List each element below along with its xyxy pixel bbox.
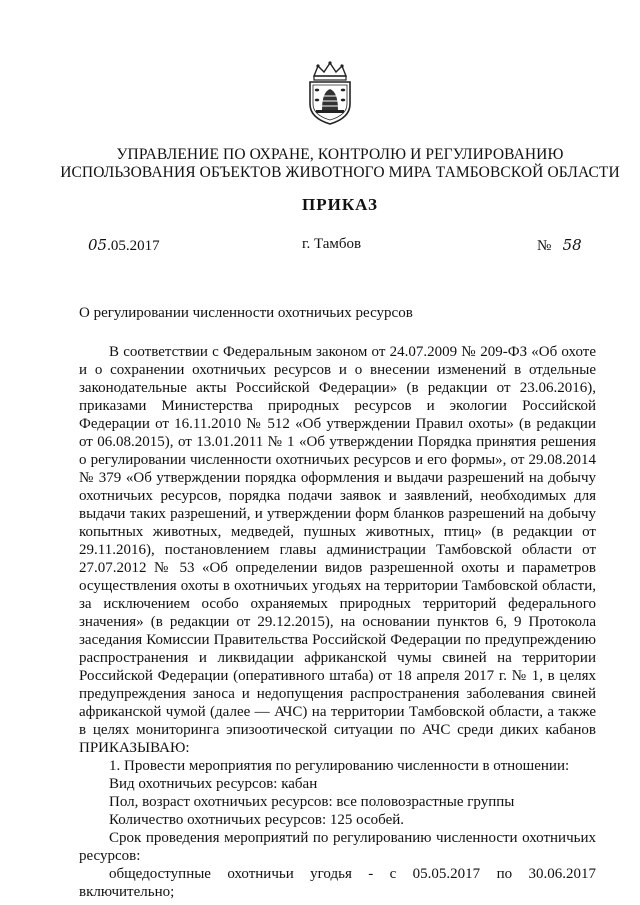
coat-of-arms-emblem [300,60,360,126]
organization-name-line-1: УПРАВЛЕНИЕ ПО ОХРАНЕ, КОНТРОЛЮ И РЕГУЛИРОВАНИЮ [116,146,564,163]
species-line: Вид охотничьих ресурсов: кабан [109,776,318,792]
sex-age-line: Пол, возраст охотничьих ресурсов: все половозрастные группы [109,794,515,810]
order-number [537,236,582,255]
preamble-paragraph: В соответствии с Федеральным законом от 24.07.2009 № 209-ФЗ «Об охоте и о сохранении охотничьих ресурсов и о внесении изменений в отдельные законодательные акты Российской Федерации» (в редакции от 23.06.2016), приказами Министерства природных ресурсов и экологии Российской Федерации от 16.11.2010 № 512 «Об утверждении Правил охоты» (в редакции от 06.08.2015), от 13.01.2011 № 1 «Об утверждении Порядка принятия решения о регулировании численности охотничьих ресурсов и его формы», от 29.08.2014 № 379 «Об утверждении порядка оформления и выдачи разрешений на добычу охотничьих ресурсов, порядка подачи заявок и заявлений, необходимых для выдачи таких разрешений, и утверждении форм бланков разрешений на добычу копытных животных, медведей, пушных животных, птиц» (в редакции от 29.11.2016), постановлением главы администрации Тамбовской области от 27.07.2012 № 53 «Об определении видов разрешенной охоты и параметров осуществления охоты в охотничьих угодьях на территории Тамбовской области, за исключением особо охраняемых природных территорий федерального значения» (в редакции от 29.12.2015), на основании пунктов 6, 9 Протокола заседания Комиссии Правительства Российской Федерации по предупреждению распространения и ликвидации африканской чумы свиней на территории Российской Федерации (оперативного штаба) от 18 апреля 2017 г. № 1, в целях предупреждения заноса и недопущения распространения заболевания свиней африканской чумой (далее — АЧС) на территории Тамбовской области, а также в целях мониторинга эпизоотической ситуации по АЧС среди диких кабанов ПРИКАЗЫВАЮ: [79,344,596,756]
date-rest: .05.2017 [107,238,160,254]
public-lands-line: общедоступные охотничьи угодья - с 05.05.2017 по 30.06.2017 включительно; [79,866,596,900]
handwritten-day: 05 [88,236,108,254]
document-title: ПРИКАЗ [302,195,378,214]
order-body [79,343,596,901]
order-date [88,236,160,255]
order-subject: О регулировании численности охотничьих ресурсов [79,305,413,321]
organization-name-line-2: ИСПОЛЬЗОВАНИЯ ОБЪЕКТОВ ЖИВОТНОГО МИРА ТАМБОВСКОЙ ОБЛАСТИ [60,164,620,181]
item-1-paragraph: 1. Провести мероприятия по регулированию численности в отношении: [109,758,570,774]
quantity-line: Количество охотничьих ресурсов: 125 особей. [109,812,405,828]
handwritten-number: 58 [562,236,582,254]
term-paragraph: Срок проведения мероприятий по регулированию численности охотничьих ресурсов: [79,830,596,864]
order-city: г. Тамбов [302,236,362,252]
number-label: № [537,238,552,254]
